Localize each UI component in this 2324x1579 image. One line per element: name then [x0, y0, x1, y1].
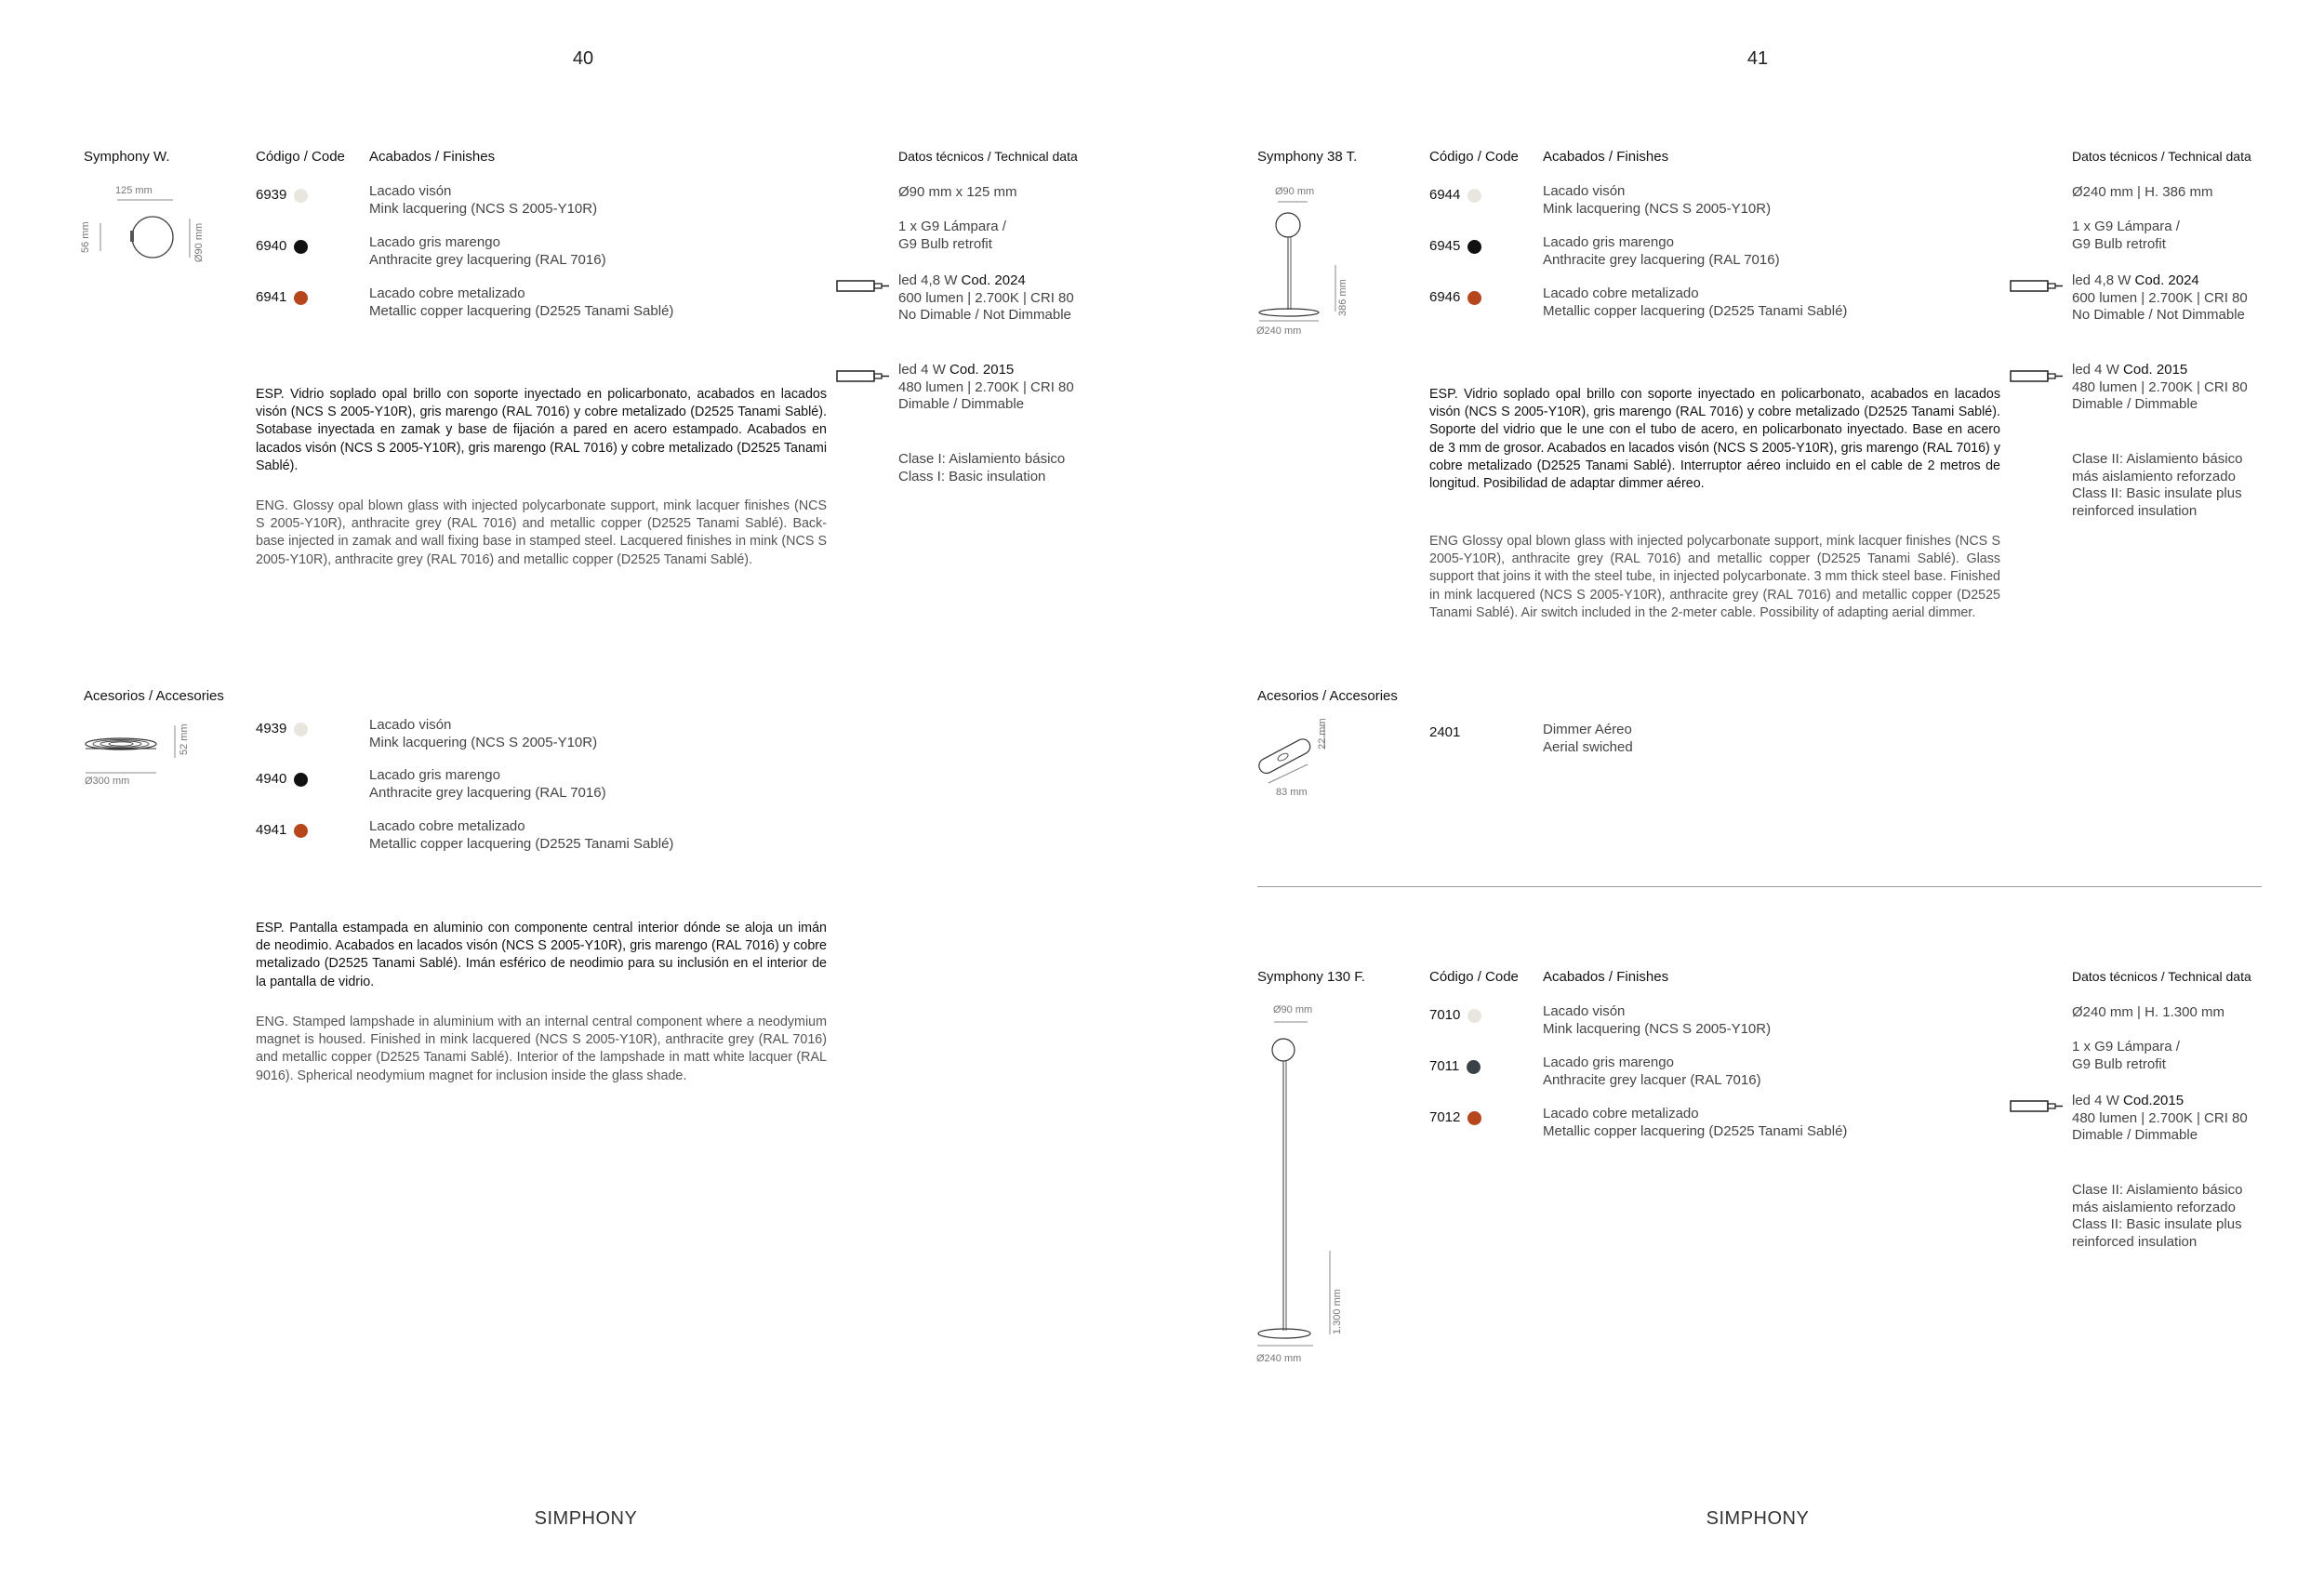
led-driver-icon	[2010, 1097, 2064, 1119]
color-swatch-mink	[294, 189, 308, 203]
page-number-left: 40	[572, 48, 594, 69]
led-driver-icon	[836, 277, 890, 299]
variant-code: 6939	[256, 187, 308, 203]
dim-width: 125 mm	[115, 185, 153, 196]
variant-finish: Lacado cobre metalizado Metallic copper lacquering (D2525 Tanami Sablé)	[369, 818, 674, 852]
variant-finish: Lacado visón Mink lacquering (NCS S 2005-Y10R)	[369, 183, 598, 217]
variant-finish: Lacado cobre metalizado Metallic copper lacquering (D2525 Tanami Sablé)	[369, 285, 674, 319]
description-es: ESP. Vidrio soplado opal brillo con soporte inyectado en policarbonato, acabados en lacados visón (NCS S 2005-Y10R), gris marengo (RAL 7016) y cobre metalizado (D2525 Tanami Sablé). Soporte del vidrio que le une con el tubo de acero, en policarbonato inyectado. Base en acero de 3 mm de grosor. Acabados en lacados visón (NCS S 2005-Y10R), gris marengo (RAL 7016) y cobre metalizado (D2525 Tanami Sablé). Interruptor aéreo incluido en el cable de 2 metros de longitud. Posibilidad de adaptar dimmer aéreo.	[1429, 387, 2000, 492]
dim-height: 22 mm	[1317, 718, 1328, 750]
color-swatch-copper	[1467, 291, 1481, 305]
variant-finish: Dimmer Aéreo Aerial swiched	[1543, 722, 1633, 755]
floor-lamp-drawing	[1255, 1009, 1367, 1381]
variant-code: 2401	[1429, 724, 1461, 740]
color-swatch-copper	[294, 291, 308, 305]
code-header: Código / Code	[1429, 969, 1519, 985]
variant-finish: Lacado gris marengo Anthracite grey lacquering (RAL 7016)	[1543, 234, 1780, 268]
description-es: ESP. Vidrio soplado opal brillo con soporte inyectado en policarbonato, acabados en lacados visón (NCS S 2005-Y10R), gris marengo (RAL 7016) y cobre metalizado (D2525 Tanami Sablé). Sotabase inyectada en zamak y base de fijación a pared en acero estampado. Acabados en lacados visón (NCS S 2005-Y10R), gris marengo (RAL 7016) y cobre metalizado (D2525 Tanami Sablé).	[256, 387, 827, 473]
tech-lamp: 1 x G9 Lámpara / G9 Bulb retrofit	[2072, 219, 2180, 252]
variant-code: 6941	[256, 289, 308, 305]
color-swatch-mink	[294, 723, 308, 736]
led-driver-icon	[2010, 277, 2064, 299]
variant-code: 7012	[1429, 1109, 1481, 1125]
product-title: Symphony 130 F.	[1257, 969, 1365, 985]
dimmer-drawing	[1255, 716, 1358, 790]
variant-code: 6946	[1429, 289, 1481, 305]
variant-finish: Lacado visón Mink lacquering (NCS S 2005-Y10R)	[1543, 1003, 1772, 1037]
color-swatch-anthracite	[1467, 1060, 1481, 1074]
finish-header: Acabados / Finishes	[1543, 149, 1669, 165]
color-swatch-copper	[1467, 1111, 1481, 1125]
section-divider	[1257, 886, 2262, 887]
variant-code: 6944	[1429, 187, 1481, 203]
variant-code: 4939	[256, 721, 308, 736]
color-swatch-mink	[1467, 1009, 1481, 1023]
variant-finish: Lacado visón Mink lacquering (NCS S 2005-Y10R)	[369, 717, 598, 750]
tech-header: Datos técnicos / Technical data	[2072, 969, 2251, 984]
variant-finish: Lacado gris marengo Anthracite grey lacquering (RAL 7016)	[369, 767, 606, 801]
dim-top-diameter: Ø90 mm	[1273, 1004, 1313, 1015]
led-driver-icon	[2010, 367, 2064, 389]
variant-finish: Lacado gris marengo Anthracite grey lacquer (RAL 7016)	[1543, 1055, 1761, 1088]
tech-led-2: led 4 W Cod. 2015 480 lumen | 2.700K | CRI 80 Dimable / Dimmable	[898, 362, 1074, 412]
color-swatch-anthracite	[1467, 240, 1481, 254]
product-title: Symphony 38 T.	[1257, 149, 1358, 165]
color-swatch-mink	[1467, 189, 1481, 203]
tech-size: Ø240 mm | H. 386 mm	[2072, 184, 2213, 200]
tech-class: Clase II: Aislamiento básico más aislamiento reforzado Class II: Basic insulate plus reinforced insulation	[2072, 451, 2243, 519]
tech-class: Clase I: Aislamiento básico Class I: Basic insulation	[898, 451, 1066, 484]
finish-header: Acabados / Finishes	[1543, 969, 1669, 985]
dim-height: 386 mm	[1337, 279, 1348, 316]
color-swatch-copper	[294, 824, 308, 838]
variant-code: 6945	[1429, 238, 1481, 254]
led-driver-icon	[836, 367, 890, 389]
tech-lamp: 1 x G9 Lámpara / G9 Bulb retrofit	[2072, 1039, 2180, 1072]
page-number-right: 41	[1746, 48, 1769, 69]
accessories-title: Acesorios / Accesories	[84, 688, 224, 704]
dim-length: 83 mm	[1276, 787, 1308, 798]
dim-height: 1.300 mm	[1332, 1289, 1343, 1334]
color-swatch-anthracite	[294, 773, 308, 787]
tech-led-1: led 4,8 W Cod. 2024 600 lumen | 2.700K | CRI 80 No Dimable / Not Dimmable	[2072, 272, 2248, 323]
variant-code: 4940	[256, 771, 308, 787]
tech-header: Datos técnicos / Technical data	[2072, 149, 2251, 164]
code-header: Código / Code	[256, 149, 345, 165]
variant-finish: Lacado visón Mink lacquering (NCS S 2005-Y10R)	[1543, 183, 1772, 217]
description-es: ESP. Pantalla estampada en aluminio con componente central interior dónde se aloja un imán de neodimio. Acabados en lacados visón (NCS S 2005-Y10R), gris marengo (RAL 7016) y cobre metalizado (D2525 Tanami Sablé). Imán esférico de neodimio para su inclusión en el interior de la pantalla de vidrio.	[256, 921, 827, 989]
variant-finish: Lacado gris marengo Anthracite grey lacquering (RAL 7016)	[369, 234, 606, 268]
dim-base-diameter: Ø240 mm	[1256, 325, 1302, 337]
tech-led-1: led 4,8 W Cod. 2024 600 lumen | 2.700K | CRI 80 No Dimable / Not Dimmable	[898, 272, 1074, 323]
dim-top-diameter: Ø90 mm	[1275, 186, 1315, 197]
product-title: Symphony W.	[84, 149, 170, 165]
description-en: ENG. Stamped lampshade in aluminium with an internal central component where a neodymium magnet is housed. Finished in mink lacquered (NCS S 2005-Y10R), anthracite grey (RAL 7016) and metallic copper (D2525 Tanami Sablé). Interior of the lampshade in matt white lacquer (RAL 9016). Spherical neodymium magnet for inclusion inside the glass shade.	[256, 1015, 827, 1083]
variant-code: 7011	[1429, 1058, 1481, 1074]
dim-base-diameter: Ø240 mm	[1256, 1353, 1302, 1364]
footer-brand: SIMPHONY	[534, 1508, 638, 1529]
tech-size: Ø240 mm | H. 1.300 mm	[2072, 1004, 2224, 1020]
variant-code: 6940	[256, 238, 308, 254]
tech-size: Ø90 mm x 125 mm	[898, 184, 1017, 200]
description-en: ENG. Glossy opal blown glass with injected polycarbonate support, mink lacquer finishes (NCS S 2005-Y10R), anthracite grey (RAL 7016) and metallic copper (D2525 Tanami Sablé). Back-base injected in zamak and wall fixing base in stamped steel. Lacquered finishes in mink (NCS S 2005-Y10R), anthracite grey (RAL 7016) and metallic copper (D2525 Tanami Sablé).	[256, 498, 827, 567]
table-lamp-drawing	[1255, 191, 1367, 330]
tech-class: Clase II: Aislamiento básico más aislamiento reforzado Class II: Basic insulate plus reinforced insulation	[2072, 1182, 2243, 1250]
variant-code: 4941	[256, 822, 308, 838]
variant-finish: Lacado cobre metalizado Metallic copper lacquering (D2525 Tanami Sablé)	[1543, 1106, 1848, 1139]
dim-height: 56 mm	[80, 221, 91, 253]
dim-height: 52 mm	[179, 723, 190, 755]
tech-led-2: led 4 W Cod. 2015 480 lumen | 2.700K | CRI 80 Dimable / Dimmable	[2072, 362, 2248, 412]
finish-header: Acabados / Finishes	[369, 149, 496, 165]
variant-code: 7010	[1429, 1007, 1481, 1023]
tech-led-1: led 4 W Cod.2015 480 lumen | 2.700K | CRI 80 Dimable / Dimmable	[2072, 1093, 2248, 1143]
color-swatch-anthracite	[294, 240, 308, 254]
tech-header: Datos técnicos / Technical data	[898, 149, 1078, 164]
variant-finish: Lacado cobre metalizado Metallic copper lacquering (D2525 Tanami Sablé)	[1543, 285, 1848, 319]
code-header: Código / Code	[1429, 149, 1519, 165]
dim-diameter: Ø300 mm	[85, 776, 130, 787]
accessories-title: Acesorios / Accesories	[1257, 688, 1398, 704]
footer-brand: SIMPHONY	[1706, 1508, 1810, 1529]
description-en: ENG Glossy opal blown glass with injected polycarbonate support, mink lacquer finishes (NCS S 2005-Y10R), anthracite grey (RAL 7016) and metallic copper (D2525 Tanami Sablé). Glass support that joins it with the steel tube, in injected polycarbonate. 3 mm thick steel base. Finished in mink lacquered (NCS S 2005-Y10R), anthracite grey (RAL 7016) and metallic copper (D2525 Tanami Sablé). Air switch included in the 2-meter cable. Possibility of adapting aerial dimmer.	[1429, 534, 2000, 620]
tech-lamp: 1 x G9 Lámpara / G9 Bulb retrofit	[898, 219, 1006, 252]
dim-diameter: Ø90 mm	[193, 222, 205, 262]
